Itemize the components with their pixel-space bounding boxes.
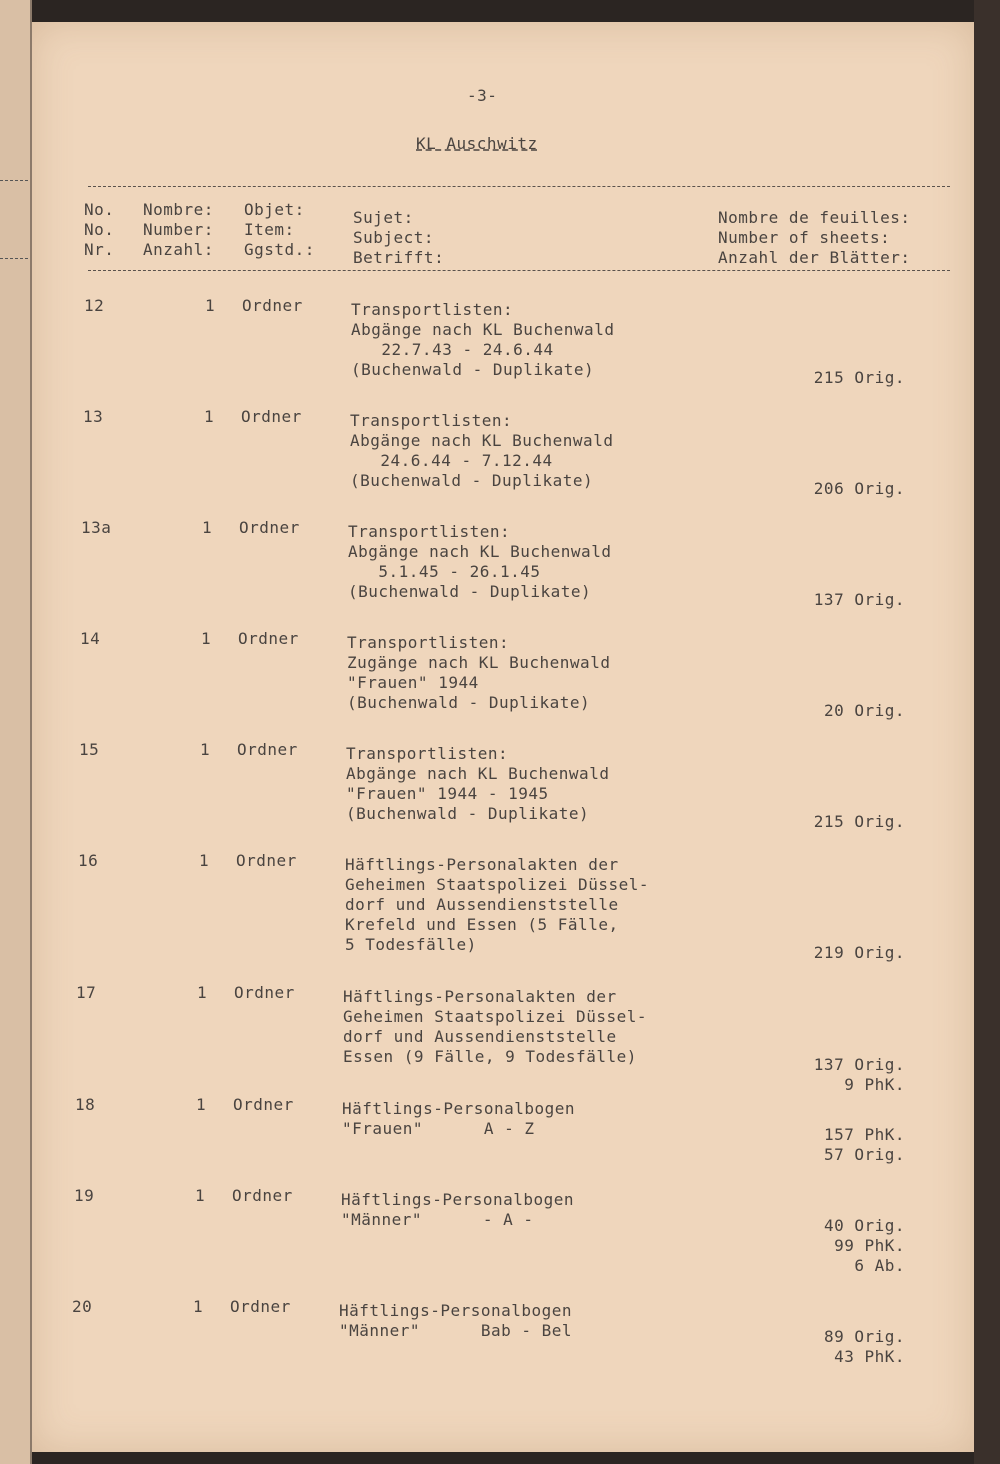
row-count: 1	[205, 296, 216, 315]
row-subject-line: dorf und Aussendienststelle	[343, 1027, 617, 1046]
row-item: Ordner	[242, 296, 303, 315]
row-item: Ordner	[234, 983, 295, 1002]
row-subject-line: Abgänge nach KL Buchenwald	[350, 431, 614, 450]
row-subject-line: 22.7.43 - 24.6.44	[351, 340, 554, 359]
row-sheets: 215 Orig.	[813, 368, 905, 387]
page-number: -3-	[467, 86, 498, 105]
row-item: Ordner	[233, 1095, 294, 1114]
row-subject-line: "Männer" - A -	[341, 1210, 534, 1229]
row-subject-line: "Männer" Bab - Bel	[339, 1321, 573, 1340]
header-col-number-line: Anzahl:	[143, 240, 214, 259]
row-sheets: 9 PhK.	[844, 1075, 905, 1094]
adjacent-page-edge	[0, 0, 32, 1464]
row-number: 19	[74, 1186, 95, 1205]
row-sheets: 20 Orig.	[823, 701, 905, 720]
row-sheets: 137 Orig.	[813, 1055, 905, 1074]
row-sheets: 215 Orig.	[813, 812, 905, 831]
header-col-item-line: Objet:	[244, 200, 305, 219]
row-subject-line: 5 Todesfälle)	[345, 935, 477, 954]
header-col-item-line: Ggstd.:	[244, 240, 315, 259]
row-subject-line: Abgänge nach KL Buchenwald	[348, 542, 612, 561]
page-heading: KL Auschwitz	[416, 134, 538, 153]
row-item: Ordner	[241, 407, 302, 426]
row-subject-line: 5.1.45 - 26.1.45	[348, 562, 541, 581]
row-number: 18	[75, 1095, 96, 1114]
header-divider-top	[88, 186, 950, 187]
row-sheets: 137 Orig.	[813, 590, 905, 609]
row-sheets: 6 Ab.	[854, 1256, 905, 1275]
row-subject-line: Transportlisten:	[347, 633, 510, 652]
header-col-no-line: No.	[84, 200, 115, 219]
row-number: 14	[80, 629, 101, 648]
row-number: 13	[83, 407, 104, 426]
row-sheets: 40 Orig.	[823, 1216, 905, 1235]
row-sheets: 206 Orig.	[813, 479, 905, 498]
row-subject-line: "Frauen" 1944	[347, 673, 479, 692]
row-subject-line: Abgänge nach KL Buchenwald	[351, 320, 615, 339]
row-subject-line: (Buchenwald - Duplikate)	[348, 582, 592, 601]
row-item: Ordner	[236, 851, 297, 870]
row-sheets: 89 Orig.	[823, 1327, 905, 1346]
row-item: Ordner	[237, 740, 298, 759]
row-count: 1	[199, 851, 210, 870]
row-count: 1	[202, 518, 213, 537]
row-count: 1	[195, 1186, 206, 1205]
header-col-subject-line: Subject:	[353, 228, 435, 247]
row-subject-line: (Buchenwald - Duplikate)	[347, 693, 591, 712]
header-col-sheets-line: Number of sheets:	[718, 228, 891, 247]
row-subject-line: "Frauen" 1944 - 1945	[346, 784, 549, 803]
row-sheets: 99 PhK.	[834, 1236, 905, 1255]
scan-background	[974, 0, 1000, 1464]
row-sheets: 157 PhK.	[823, 1125, 905, 1144]
header-col-number-line: Nombre:	[143, 200, 214, 219]
header-col-no-line: No.	[84, 220, 115, 239]
row-subject-line: Transportlisten:	[350, 411, 513, 430]
row-count: 1	[204, 407, 215, 426]
row-subject-line: Geheimen Staatspolizei Düssel-	[345, 875, 649, 894]
row-subject-line: (Buchenwald - Duplikate)	[351, 360, 595, 379]
row-subject-line: Abgänge nach KL Buchenwald	[346, 764, 610, 783]
row-count: 1	[200, 740, 211, 759]
header-col-sheets-line: Nombre de feuilles:	[718, 208, 911, 227]
row-count: 1	[201, 629, 212, 648]
row-sheets: 43 PhK.	[834, 1347, 905, 1366]
row-sheets: 219 Orig.	[813, 943, 905, 962]
row-subject-line: "Frauen" A - Z	[342, 1119, 535, 1138]
row-count: 1	[196, 1095, 207, 1114]
header-divider-bottom	[88, 270, 950, 271]
row-count: 1	[197, 983, 208, 1002]
row-count: 1	[193, 1297, 204, 1316]
row-number: 17	[76, 983, 97, 1002]
row-subject-line: dorf und Aussendienststelle	[345, 895, 619, 914]
header-col-item-line: Item:	[244, 220, 295, 239]
row-subject-line: Häftlings-Personalbogen	[341, 1190, 575, 1209]
row-subject-line: Transportlisten:	[351, 300, 514, 319]
row-item: Ordner	[239, 518, 300, 537]
row-item: Ordner	[238, 629, 299, 648]
header-col-subject-line: Sujet:	[353, 208, 414, 227]
row-number: 12	[84, 296, 105, 315]
header-col-no-line: Nr.	[84, 240, 115, 259]
row-subject-line: 24.6.44 - 7.12.44	[350, 451, 553, 470]
row-subject-line: Häftlings-Personalakten der	[343, 987, 617, 1006]
row-number: 13a	[81, 518, 112, 537]
row-number: 15	[79, 740, 100, 759]
row-number: 16	[78, 851, 99, 870]
header-col-number-line: Number:	[143, 220, 214, 239]
row-subject-line: (Buchenwald - Duplikate)	[346, 804, 590, 823]
row-item: Ordner	[230, 1297, 291, 1316]
row-subject-line: Transportlisten:	[346, 744, 509, 763]
row-subject-line: Essen (9 Fälle, 9 Todesfälle)	[343, 1047, 637, 1066]
row-subject-line: Geheimen Staatspolizei Düssel-	[343, 1007, 647, 1026]
header-col-sheets-line: Anzahl der Blätter:	[718, 248, 911, 267]
row-subject-line: Transportlisten:	[348, 522, 511, 541]
row-number: 20	[72, 1297, 93, 1316]
row-subject-line: Häftlings-Personalbogen	[339, 1301, 573, 1320]
row-subject-line: (Buchenwald - Duplikate)	[350, 471, 594, 490]
row-subject-line: Häftlings-Personalakten der	[345, 855, 619, 874]
row-subject-line: Häftlings-Personalbogen	[342, 1099, 576, 1118]
row-subject-line: Zugänge nach KL Buchenwald	[347, 653, 611, 672]
row-subject-line: Krefeld und Essen (5 Fälle,	[345, 915, 619, 934]
header-col-subject-line: Betrifft:	[353, 248, 445, 267]
row-sheets: 57 Orig.	[823, 1145, 905, 1164]
row-item: Ordner	[232, 1186, 293, 1205]
